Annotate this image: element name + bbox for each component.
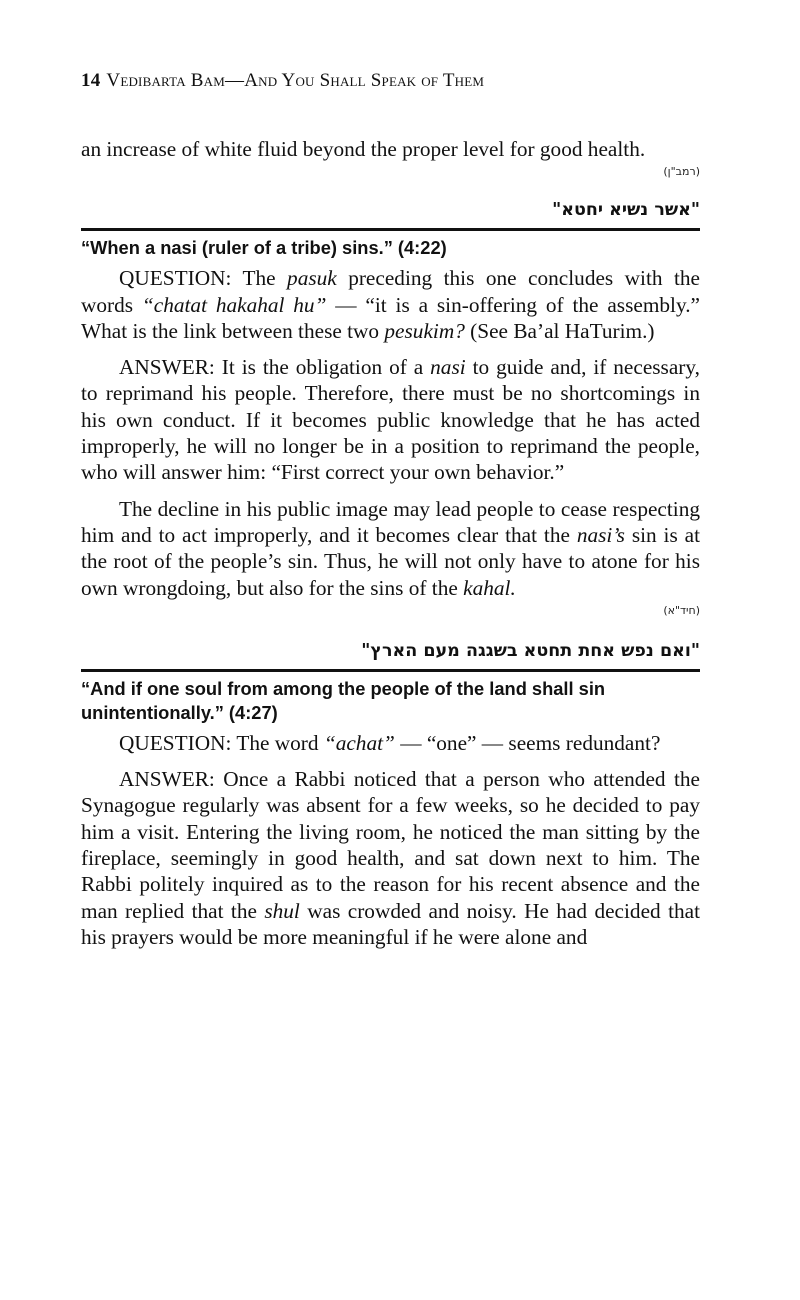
- hebrew-verse-heading: "ואם נפש אחת תחטא בשגגה מעם הארץ": [81, 641, 700, 672]
- italic-term: nasi: [430, 355, 466, 380]
- hebrew-verse-heading: "אשר נשיא יחטא": [81, 200, 700, 231]
- italic-term: shul: [264, 898, 300, 923]
- answer-paragraph: ANSWER: It is the obligation of a nasi to guide and, if necessary, to reprimand his people. Therefore, there must be no shortcomings in his own conduct. If it becomes public knowledge that he has acted improperly, he will no longer be in a position to reprimand the people, who will answer him: “First correct your own behavior.”: [81, 355, 700, 485]
- english-verse-heading: “And if one soul from among the people of the land shall sin unintentionally.” (4:27): [81, 677, 606, 723]
- italic-term: kahal.: [463, 575, 516, 600]
- running-head: [81, 70, 700, 92]
- book-title: Vedibarta Bam—And You Shall Speak of Them: [106, 70, 485, 91]
- italic-term: “achat”: [323, 730, 395, 755]
- italic-term: pesukim?: [384, 318, 465, 343]
- italic-term: “chatat hakahal hu”: [141, 292, 327, 317]
- opening-paragraph: an increase of white fluid beyond the proper level for good health.: [81, 137, 646, 161]
- source-citation: (רמב"ן): [663, 165, 700, 179]
- italic-term: nasi’s: [576, 522, 625, 547]
- question-paragraph: QUESTION: The pasuk preceding this one concludes with the words “chatat hakahal hu” — “it is a sin-offering of the assembly.” What is the link between these two pesukim? (See Ba’al HaTurim.): [81, 266, 701, 343]
- commentary-paragraph: The decline in his public image may lead people to cease respecting him and to act improperly, and it becomes clear that the nasi’s sin is at the root of the people’s sin. Thus, he will not only have to atone for his own wrongdoing, but also for the sins of the kahal.: [81, 496, 700, 600]
- answer-paragraph: ANSWER: Once a Rabbi noticed that a person who attended the Synagogue regularly was absent for a few weeks, so he decided to pay him a visit. Entering the living room, he noticed the man sitting by the fireplace, seemingly in good health, and sat down next to him. The Rabbi politely inquired as to the reason for his recent absence and the man replied that the shul was crowded and noisy. He had decided that his prayers would be more meaningful if he were alone and: [81, 767, 700, 949]
- question-paragraph: QUESTION: The word “achat” — “one” — seems redundant?: [119, 730, 661, 755]
- page-number: 14: [81, 70, 101, 91]
- italic-term: pasuk: [287, 266, 337, 291]
- page: [81, 70, 700, 950]
- english-verse-heading: “When a nasi (ruler of a tribe) sins.” (4:22): [81, 237, 447, 259]
- source-citation: (חיד"א): [663, 603, 700, 617]
